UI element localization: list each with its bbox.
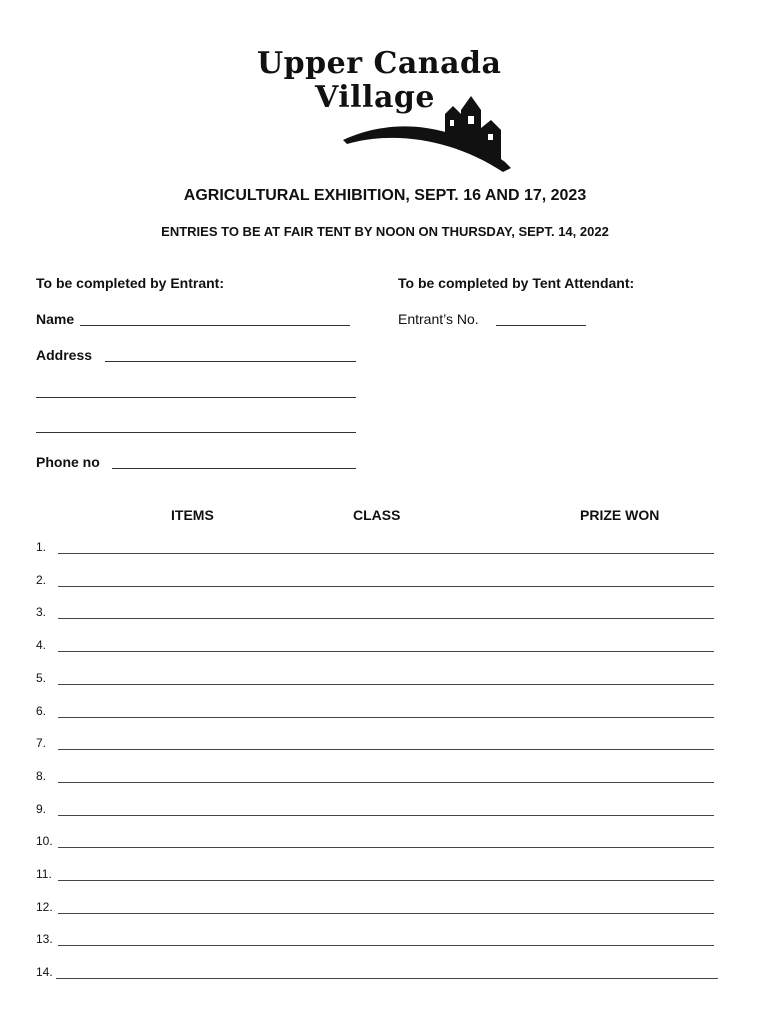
entry-line[interactable] (58, 815, 714, 816)
entrant-heading: To be completed by Entrant: (36, 275, 224, 291)
address-label: Address (36, 347, 93, 363)
entry-row[interactable] (36, 900, 718, 918)
entry-row[interactable] (36, 802, 718, 820)
phone-field[interactable] (112, 468, 356, 469)
entry-line[interactable] (58, 553, 714, 554)
entry-line[interactable] (58, 684, 714, 685)
attendant-heading: To be completed by Tent Attendant: (398, 275, 635, 291)
row-number: 4. (36, 638, 47, 652)
row-number: 11. (36, 867, 52, 881)
entry-row[interactable] (36, 573, 718, 591)
entry-line[interactable] (58, 749, 714, 750)
row-number: 1. (36, 540, 47, 554)
row-number: 9. (36, 802, 47, 816)
entry-line[interactable] (58, 586, 714, 587)
entry-line[interactable] (58, 847, 714, 848)
row-number: 13. (36, 932, 53, 946)
column-header-class: CLASS (353, 507, 401, 523)
row-number: 7. (36, 736, 47, 750)
entrant-no-field[interactable] (496, 325, 586, 326)
entry-line[interactable] (58, 651, 714, 652)
row-number: 6. (36, 704, 47, 718)
entrant-no-label: Entrant’s No. (398, 311, 479, 327)
entry-row[interactable] (36, 704, 718, 722)
entry-row[interactable] (36, 605, 718, 623)
address-field-line-2[interactable] (36, 397, 356, 398)
column-header-prize-won: PRIZE WON (580, 507, 660, 523)
entry-line[interactable] (58, 717, 714, 718)
entry-line[interactable] (58, 945, 714, 946)
entry-row[interactable] (36, 671, 718, 689)
entry-row[interactable] (36, 736, 718, 754)
row-number: 10. (36, 834, 53, 848)
address-field-line-3[interactable] (36, 432, 356, 433)
name-label: Name (36, 311, 75, 327)
entry-row[interactable] (36, 867, 718, 885)
column-header-items: ITEMS (171, 507, 214, 523)
entry-row[interactable] (36, 638, 718, 656)
address-field-line-1[interactable] (105, 361, 356, 362)
entry-row[interactable] (36, 965, 718, 983)
entry-row[interactable] (36, 932, 718, 950)
row-number: 14. (36, 965, 53, 979)
entry-line[interactable] (58, 782, 714, 783)
row-number: 5. (36, 671, 47, 685)
row-number: 8. (36, 769, 47, 783)
entry-line[interactable] (58, 913, 714, 914)
page-title: AGRICULTURAL EXHIBITION, SEPT. 16 AND 17, 2023 (183, 187, 587, 204)
row-number: 3. (36, 605, 47, 619)
logo-line-2: Village (315, 80, 435, 115)
entry-line[interactable] (58, 618, 714, 619)
row-number: 2. (36, 573, 47, 587)
entry-row[interactable] (36, 834, 718, 852)
page-subtitle: ENTRIES TO BE AT FAIR TENT BY NOON ON THURSDAY, SEPT. 14, 2022 (161, 224, 609, 239)
entry-line[interactable] (56, 978, 718, 979)
entry-line[interactable] (58, 880, 714, 881)
phone-label: Phone no (36, 454, 100, 470)
logo-line-1: Upper Canada (257, 46, 502, 81)
entry-row[interactable] (36, 769, 718, 787)
upper-canada-village-logo (255, 44, 517, 176)
name-field[interactable] (80, 325, 350, 326)
row-number: 12. (36, 900, 53, 914)
entry-row[interactable] (36, 540, 718, 558)
